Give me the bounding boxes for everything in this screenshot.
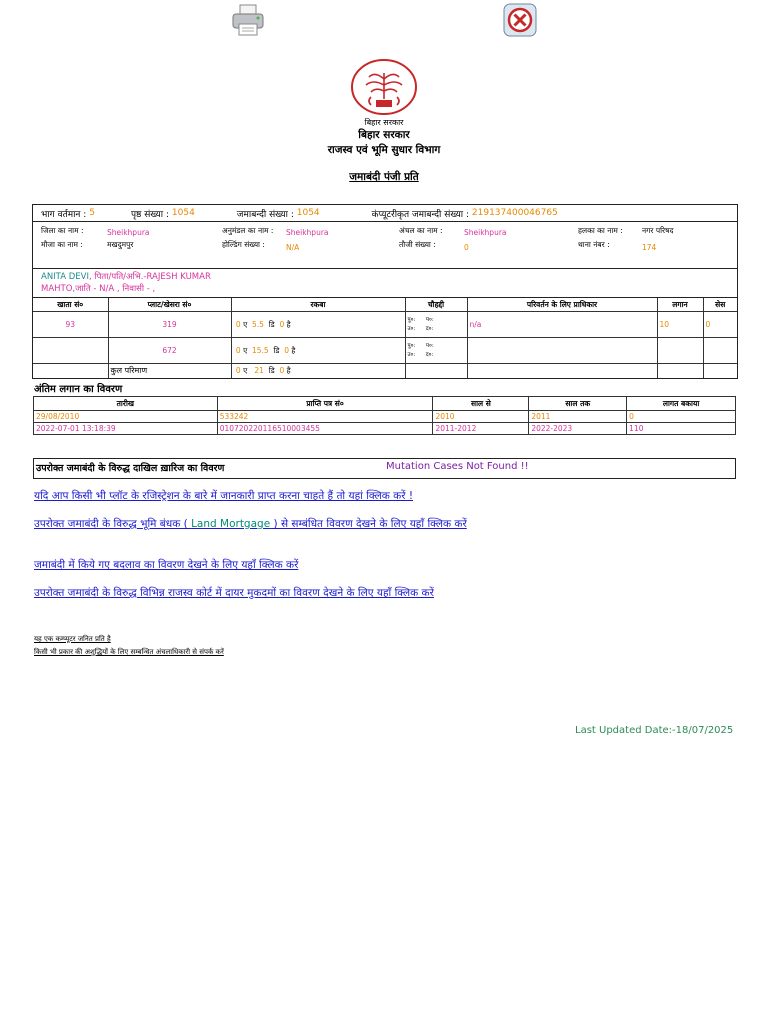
owner-relation: , पिता/पति/अभि.-RAJESH KUMAR: [88, 272, 211, 282]
plot-cell: 319: [108, 312, 231, 338]
khata-cell: [33, 338, 108, 364]
plot-cell: 672: [108, 338, 231, 364]
boundary-cell: पु०: प०: उ०: द०:: [405, 312, 467, 338]
print-button[interactable]: [230, 2, 266, 38]
computer-value: 219137400046765: [471, 208, 558, 218]
owner-details: MAHTO,जाति - N/A , निवासी - ,: [41, 284, 156, 294]
district-value: Sheikhpura: [107, 228, 150, 237]
cess-cell: 0: [703, 312, 737, 338]
cess-cell: [703, 338, 737, 364]
khata-cell: 93: [33, 312, 108, 338]
jamabandi-details-box: [32, 204, 738, 379]
table-row: [33, 338, 737, 364]
table-row: 2022-07-01 13:18:39 010720220116510003455 2011-2012 2022-2023 110: [34, 423, 736, 435]
computer-label: कंप्यूटरीकृत जमाबन्दी संख्या :: [371, 209, 470, 220]
department-name: राजस्व एवं भूमि सुधार विभाग: [327, 144, 441, 156]
holding-label: होल्डिंग संख्या :: [222, 240, 265, 249]
plot-table: [33, 298, 737, 378]
final-lagan-title: अंतिम लगान का विवरण: [34, 384, 123, 395]
close-x-icon: [502, 2, 538, 38]
col-plot: प्लाट/खेसरा सं०: [108, 298, 231, 312]
col-receipt: प्राप्ति पत्र सं०: [217, 397, 433, 411]
owner-name: ANITA DEVI: [41, 272, 89, 282]
district-label: जिला का नाम :: [41, 226, 84, 235]
halka-label: हलका का नाम :: [578, 226, 623, 235]
jamabandi-value: 1054: [296, 208, 320, 218]
thana-label: थाना नंबर :: [578, 240, 610, 249]
mutation-box: [33, 458, 736, 479]
holding-value: N/A: [286, 243, 300, 252]
last-updated-date: Last Updated Date:-18/07/2025: [575, 725, 734, 736]
subdiv-label: अनुमंडल का नाम :: [222, 226, 274, 235]
revenue-court-cases-link[interactable]: उपरोक्त जमाबंदी के विरुद्ध विभिन्न राजस्व कोर्ट में दायर मुकदमों का विवरण देखने के लिए यहाँ क्लिक करें: [34, 587, 434, 599]
mutation-label: उपरोक्त जमाबंदी के विरुद्ध दाखिल ख़ारिज का विवरण: [36, 463, 225, 474]
owner-row: [33, 269, 737, 298]
lagan-cell: [657, 338, 703, 364]
boundary-cell: पु०: प०: उ०: द०:: [405, 338, 467, 364]
contact-officer-note: किसी भी प्रकार की अशुद्धियों के लिए सम्बन्धित अंचलाधिकारी से संपर्क करें: [34, 648, 224, 656]
col-dues: लागत बकाया: [627, 397, 736, 411]
col-cess: सेस: [703, 298, 737, 312]
page-label: पृष्ठ संख्या :: [130, 209, 170, 220]
printer-icon: [230, 2, 266, 38]
circle-label: अंचल का नाम :: [399, 226, 443, 235]
lagan-cell: 10: [657, 312, 703, 338]
mauza-value: मखदुमपुर: [107, 240, 134, 249]
col-area: रकबा: [231, 298, 405, 312]
mutation-status: Mutation Cases Not Found !!: [386, 461, 529, 472]
final-lagan-table: [33, 396, 736, 435]
thana-value: 174: [642, 243, 657, 252]
col-year-to: साल तक: [529, 397, 627, 411]
total-area-cell: 0 ए 21 डि 0 है: [231, 364, 405, 378]
table-row: 29/08/2010 533242 2010 2011 0: [34, 411, 736, 423]
subdiv-value: Sheikhpura: [286, 228, 329, 237]
col-lagan: लगान: [657, 298, 703, 312]
col-year-from: साल से: [433, 397, 529, 411]
total-row: [33, 364, 737, 378]
area-cell: 0 ए 15.5 डि 0 है: [231, 338, 405, 364]
mauza-label: मौजा का नाम :: [41, 240, 83, 249]
location-row: [33, 222, 737, 269]
registration-info-link[interactable]: यदि आप किसी भी प्लॉट के रजिस्ट्रेशन के बारे में जानकारी प्राप्त करना चाहते हैं तो यहां क्लिक करें !: [34, 490, 414, 502]
jamabandi-label: जमाबन्दी संख्या :: [236, 209, 294, 220]
tauzi-value: 0: [464, 243, 469, 252]
total-label: कुल परिमाण: [108, 364, 231, 378]
authority-cell: [467, 338, 657, 364]
government-name: बिहार सरकार: [358, 129, 410, 141]
col-khata: खाता सं०: [33, 298, 108, 312]
close-button[interactable]: [502, 2, 538, 38]
emblem-caption: बिहार सरकार: [364, 118, 404, 127]
table-row: [33, 312, 737, 338]
bihar-emblem-logo: [351, 59, 417, 115]
jamabandi-changes-link[interactable]: जमाबंदी में किये गए बदलाव का विवरण देखने के लिए यहाँ क्लिक करें: [34, 559, 299, 571]
bhag-label: भाग वर्तमान :: [41, 209, 87, 220]
circle-value: Sheikhpura: [464, 228, 507, 237]
col-date: तारीख: [34, 397, 218, 411]
summary-row: [33, 205, 737, 222]
authority-cell: n/a: [467, 312, 657, 338]
tauzi-label: तौजी संख्या :: [399, 240, 436, 249]
col-boundary: चौहद्दी: [405, 298, 467, 312]
land-mortgage-link[interactable]: उपरोक्त जमाबंदी के विरुद्ध भूमि बंधक ( Land Mortgage ) से सम्बंधित विवरण देखने के लिए यहाँ क्लिक करें: [34, 518, 467, 530]
col-authority: परिवर्तन के लिए प्राधिकार: [467, 298, 657, 312]
document-title: जमाबंदी पंजी प्रति: [349, 171, 419, 183]
area-cell: 0 ए 5.5 डि 0 है: [231, 312, 405, 338]
halka-value: नगर परिषद: [642, 226, 674, 235]
computer-generated-note: यह एक कम्प्यूटर जनित प्रति है: [34, 635, 111, 643]
bhag-value: 5: [89, 208, 95, 218]
page-value: 1054: [171, 208, 195, 218]
